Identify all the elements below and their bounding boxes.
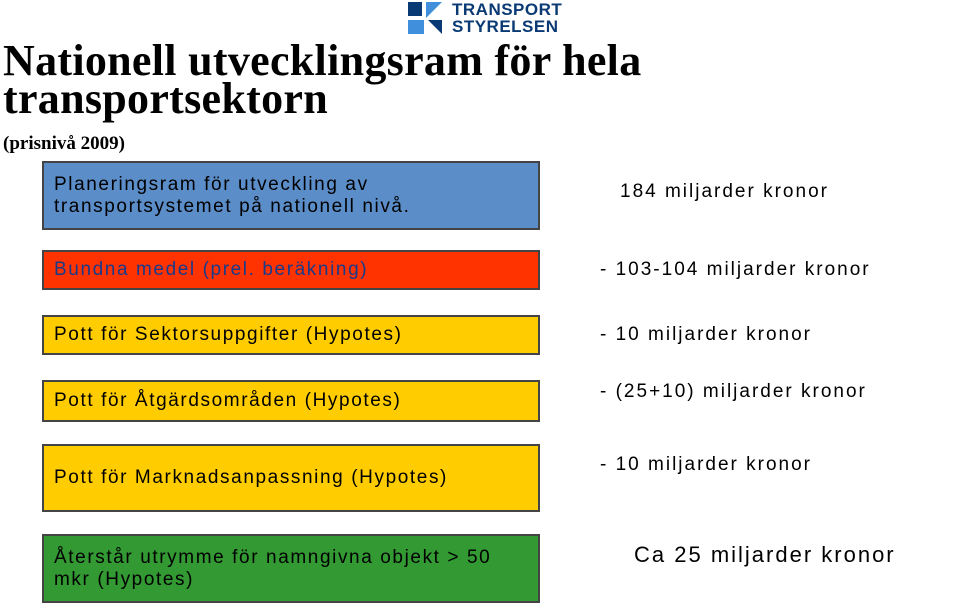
row-atgardsomraden-value: - (25+10) miljarder kronor (600, 381, 867, 402)
row-sektorsuppgifter-box (42, 315, 540, 355)
logo-line2: STYRELSEN (452, 17, 559, 36)
row-bundna-medel-label: Bundna medel (prel. beräkning) (54, 259, 369, 280)
row-aterstar-box (42, 534, 540, 603)
row-bundna-medel-value: - 103-104 miljarder kronor (600, 259, 871, 280)
row-planeringsram-label: Planeringsram för utveckling av transportsystemet på nationell nivå. (54, 173, 411, 217)
page-title: Nationell utvecklingsram för hela transportsektorn (3, 36, 642, 123)
page-subtitle: (prisnivå 2009) (3, 133, 125, 154)
row-marknadsanpassning-label: Pott för Marknadsanpassning (Hypotes) (54, 467, 448, 488)
row-atgardsomraden-label: Pott för Åtgärdsområden (Hypotes) (54, 390, 402, 411)
row-sektorsuppgifter-label: Pott för Sektorsuppgifter (Hypotes) (54, 324, 403, 345)
row-marknadsanpassning-box (42, 444, 540, 512)
row-bundna-medel-box (42, 250, 540, 290)
row-atgardsomraden-box (42, 380, 540, 422)
row-aterstar-value: Ca 25 miljarder kronor (634, 542, 896, 567)
logo-line1: TRANSPORT (452, 0, 563, 19)
row-planeringsram-value: 184 miljarder kronor (620, 181, 829, 202)
row-sektorsuppgifter-value: - 10 miljarder kronor (600, 324, 812, 345)
row-planeringsram-box (42, 161, 540, 230)
logo-text (452, 1, 562, 35)
transportstyrelsen-logo (408, 0, 562, 40)
row-aterstar-label: Återstår utrymme för namngivna objekt > 50 mkr (Hypotes) (54, 546, 492, 590)
logo-mark-icon (408, 0, 444, 36)
row-marknadsanpassning-value: - 10 miljarder kronor (600, 454, 812, 475)
